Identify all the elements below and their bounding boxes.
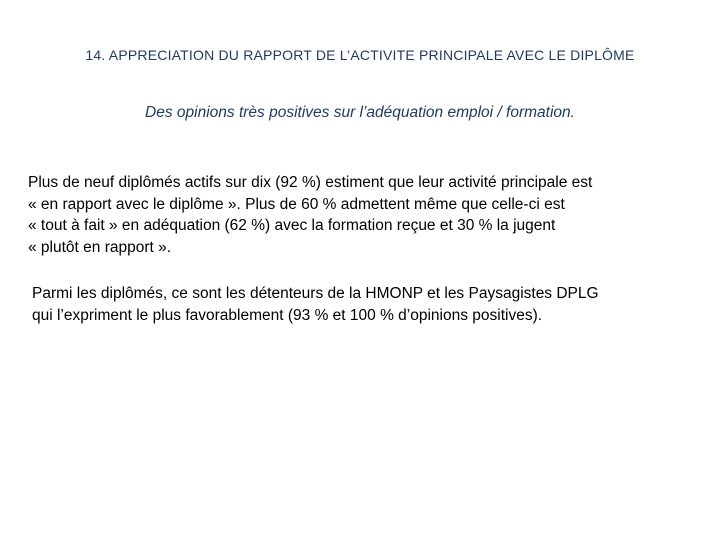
subtitle: Des opinions très positives sur l’adéquation emploi / formation. [145, 104, 575, 121]
section-title: 14. APPRECIATION DU RAPPORT DE L’ACTIVITE PRINCIPALE AVEC LE DIPLÔME [85, 47, 635, 63]
paragraph-line: « en rapport avec le diplôme ». Plus de 60 % admettent même que celle-ci est [28, 195, 565, 213]
paragraph-line: « tout à fait » en adéquation (62 %) avec la formation reçue et 30 % la jugent [28, 217, 556, 234]
paragraph-line: Plus de neuf diplômés actifs sur dix (92 %) estiment que leur activité principale est [28, 174, 593, 191]
paragraph-line: Parmi les diplômés, ce sont les détenteurs de la HMONP et les Paysagistes DPLG [32, 285, 599, 302]
paragraph-satisfaction [28, 172, 592, 258]
paragraph-line: qui l’expriment le plus favorablement (93 % et 100 % d’opinions positives). [32, 306, 543, 324]
paragraph-diploma-comparison [32, 283, 599, 326]
paragraph-line: « plutôt en rapport ». [28, 238, 172, 256]
